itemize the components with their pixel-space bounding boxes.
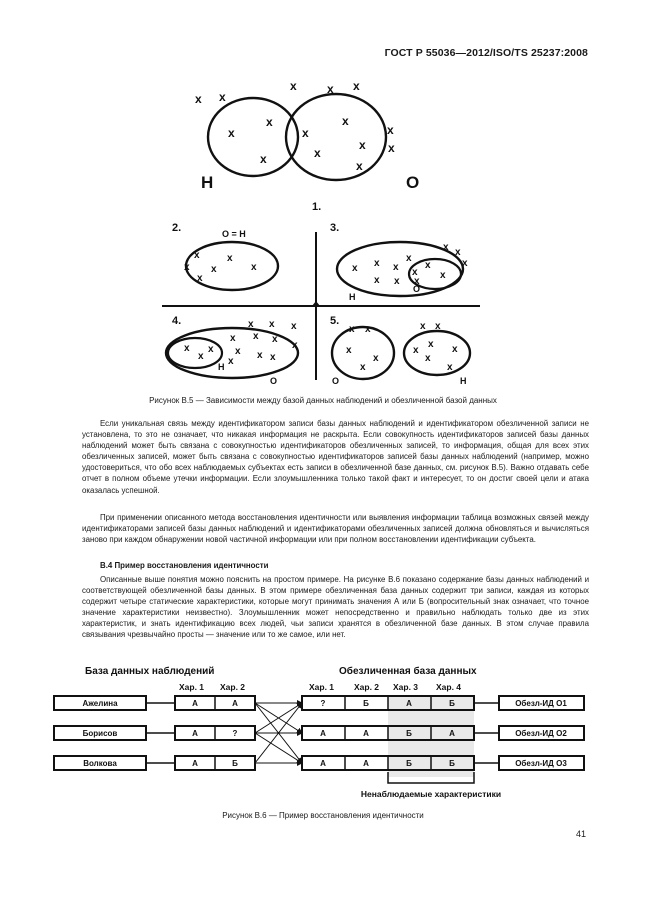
mark: x — [302, 126, 309, 140]
mark: x — [406, 253, 412, 264]
mark: x — [413, 345, 419, 356]
mark: x — [440, 270, 446, 281]
anonymized-col-1: Хар. 1 — [309, 682, 335, 692]
anonymized-value: А — [363, 729, 369, 738]
panel-3 — [330, 222, 468, 302]
anonymized-value: Б — [406, 729, 412, 738]
observed-name: Волкова — [83, 759, 117, 768]
observed-db-title: База данных наблюдений — [85, 666, 215, 677]
anonymized-value: Б — [363, 699, 369, 708]
observed-name: Ажелина — [82, 699, 118, 708]
panel-4-outer-label: О — [270, 376, 278, 386]
mark: x — [353, 79, 360, 93]
mark: x — [346, 345, 352, 356]
mark: x — [219, 90, 226, 104]
mark: x — [374, 258, 380, 269]
mark: x — [356, 159, 363, 173]
mark: x — [257, 350, 263, 361]
panel-4-inner-label: Н — [218, 362, 225, 372]
mark: x — [420, 321, 426, 332]
mark: x — [184, 262, 190, 273]
observed-col-1: Хар. 1 — [179, 682, 205, 692]
figure-b6-svg — [52, 660, 597, 808]
anonymized-value: Б — [449, 759, 455, 768]
anonymized-col-2: Хар. 2 — [354, 682, 380, 692]
mark: x — [425, 260, 431, 271]
observed-value: А — [192, 729, 198, 738]
observed-value: А — [192, 699, 198, 708]
anonymized-id: Обезл-ИД О2 — [515, 729, 567, 738]
mark: x — [443, 242, 449, 253]
observed-value: ? — [232, 729, 238, 738]
observed-row-3 — [54, 756, 255, 770]
mark: x — [352, 263, 358, 274]
observed-set-ellipse — [208, 98, 298, 176]
mark: x — [425, 353, 431, 364]
observed-value: А — [192, 759, 198, 768]
panel-3-outer-label: Н — [349, 292, 356, 302]
panel-2 — [172, 222, 278, 290]
mark: x — [270, 352, 276, 363]
anonymized-value: ? — [320, 699, 326, 708]
mark: x — [248, 319, 254, 330]
mark: x — [292, 340, 298, 351]
mark: x — [269, 319, 275, 330]
panel-3-inner-label: О — [413, 284, 421, 294]
paragraph-2: При применении описанного метода восстановления идентичности или выявления информации таблица возможных связей между идентификаторами записей базы данных наблюдений и идентификаторами обезличенных записей должна обновляться и вычисляться заново при каждом обнаружении новой частичной информации или при полном восстановлении идентификации субъекта. — [82, 513, 589, 545]
anonymized-id: Обезл-ИД О1 — [515, 699, 567, 708]
page-number: 41 — [575, 829, 586, 839]
mark: x — [253, 331, 259, 342]
anonymized-value: А — [449, 729, 455, 738]
panel-2-label: О = Н — [222, 229, 246, 239]
mark: x — [428, 339, 434, 350]
mark: x — [290, 79, 297, 93]
mark: x — [194, 250, 200, 261]
anonymized-value: А — [320, 759, 326, 768]
mark: x — [198, 351, 204, 362]
mark: x — [359, 138, 366, 152]
observed-row-2 — [54, 726, 255, 740]
mark: x — [208, 344, 214, 355]
mark: x — [387, 123, 394, 137]
panel-3-number: 3. — [330, 222, 340, 234]
mark: x — [211, 264, 217, 275]
label-anonymized: О — [406, 173, 420, 192]
anonymized-value: А — [320, 729, 326, 738]
figure-b5-caption: Рисунок В.5 — Зависимости между базой данных наблюдений и обезличенной базой данных — [149, 396, 497, 405]
divider-junction-marker — [312, 301, 320, 306]
observed-name: Борисов — [82, 729, 118, 738]
observed-col-2: Хар. 2 — [220, 682, 246, 692]
mark: x — [373, 353, 379, 364]
panel-5-left-label: О — [332, 376, 340, 386]
section-paragraph: Описанные выше понятия можно пояснить на простом примере. На рисунке В.6 показано содержание базы данных наблюдений и соответствующей обезличенной базы данных. В этом примере обезличенная база данных содержит три записи, каждая из которых содержит четыре статические характеристики, которые могут принимать значения А или Б (вопросительный знак означает, что точное значение характеристики неизвестно). Злоумышленник может непосредственно и правильно наблюдать только две из этих характеристик, и знать идентификацию всех людей, чьи записи хранятся в обезличенной базе данных. В этом случае правила связывания чрезвычайно просты — значение или то же самое, или нет. — [82, 575, 589, 640]
anonymized-set-ellipse — [286, 94, 386, 180]
anonymized-value: Б — [449, 699, 455, 708]
linking-arrows — [255, 703, 302, 763]
mark: x — [227, 253, 233, 264]
mark: x — [228, 126, 235, 140]
section-heading: В.4 Пример восстановления идентичности — [100, 561, 269, 570]
anonymized-col-3: Хар. 3 — [393, 682, 419, 692]
observed-row-1 — [54, 696, 255, 710]
mark: x — [260, 152, 267, 166]
main-venn — [195, 79, 419, 213]
mark: x — [349, 324, 355, 335]
figure-b6-diagram — [52, 660, 597, 808]
mark: x — [462, 258, 468, 269]
anonymized-col-4: Хар. 4 — [436, 682, 462, 692]
panel-5 — [330, 315, 470, 386]
panel-2-number: 2. — [172, 222, 182, 234]
mark: x — [452, 344, 458, 355]
mark: x — [197, 273, 203, 284]
mark: x — [228, 356, 234, 367]
mark: x — [412, 267, 418, 278]
mark: x — [447, 362, 453, 373]
mark: x — [414, 276, 420, 287]
mark: x — [235, 346, 241, 357]
observed-value: А — [232, 699, 238, 708]
mark: x — [342, 114, 349, 128]
link-arrow — [255, 733, 302, 763]
anonymized-value: А — [363, 759, 369, 768]
mark: x — [251, 262, 257, 273]
observed-value: Б — [232, 759, 238, 768]
panel-5-right-label: Н — [460, 376, 467, 386]
mark: x — [230, 333, 236, 344]
figure-number-1: 1. — [312, 201, 322, 213]
mark: x — [195, 92, 202, 106]
mark: x — [360, 362, 366, 373]
anonymized-db-title: Обезличенная база данных — [339, 666, 477, 677]
main-marks — [195, 79, 395, 173]
mark: x — [272, 334, 278, 345]
mark: x — [388, 141, 395, 155]
panel-4-inner-ellipse — [168, 338, 222, 368]
label-observed: Н — [201, 173, 214, 192]
anonymized-value: А — [406, 699, 412, 708]
mark: x — [266, 115, 273, 129]
unobserved-label: Ненаблюдаемые характеристики — [360, 789, 502, 799]
mark: x — [365, 324, 371, 335]
mark: x — [184, 343, 190, 354]
document-header: ГОСТ Р 55036—2012/ISO/TS 25237:2008 — [384, 47, 588, 59]
column-headers — [179, 682, 461, 692]
figure-b6-caption: Рисунок В.6 — Пример восстановления идентичности — [222, 811, 424, 820]
mark: x — [314, 146, 321, 160]
anonymized-id: Обезл-ИД О3 — [515, 759, 567, 768]
mark: x — [455, 247, 461, 258]
mark: x — [327, 82, 334, 96]
mark: x — [393, 262, 399, 273]
figure-b5-diagram — [150, 70, 490, 390]
mark: x — [291, 321, 297, 332]
anonymized-value: Б — [406, 759, 412, 768]
paragraph-1: Если уникальная связь между идентификатором записи базы данных наблюдений и идентификатором обезличенной записи не установлена, то это не означает, что никакая информация не раскрыта. Если совокупность идентификаторов записей базы данных наблюдений может быть связана с совокупностью идентификаторов обезличенных записей, то информация, общая для всех этих обезличенных записей, может быть связана с совокупностью идентификаторов записей базы данных наблюдений (например, можно удостовериться, что обо всех наблюдаемых субъектах есть записи в обезличенной базе данных, см. рисунок В.5). Важно отдавать себе отчет в полном объеме утечки информации. Если злоумышленника только такой факт и интересует, то он достиг своей цели и атака оказалась успешной. — [82, 419, 589, 495]
mark: x — [435, 321, 441, 332]
figure-b5-svg — [150, 70, 490, 390]
mark: x — [394, 276, 400, 287]
panel-4-number: 4. — [172, 315, 182, 327]
panel-5-number: 5. — [330, 315, 340, 327]
panel-4 — [166, 315, 298, 386]
mark: x — [374, 275, 380, 286]
